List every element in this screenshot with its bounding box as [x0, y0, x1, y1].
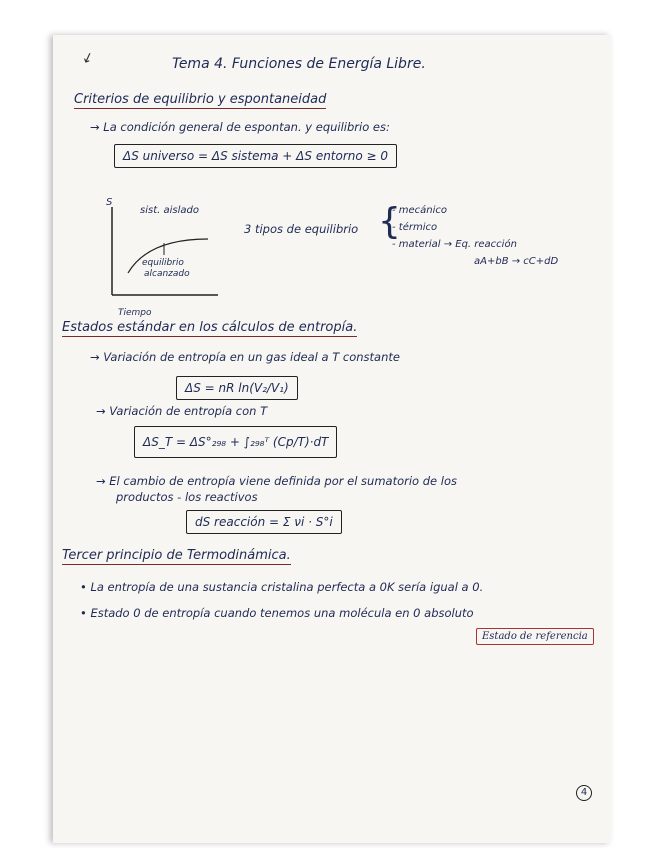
- section2-item3-line2: productos - los reactivos: [116, 490, 258, 504]
- formula-reaccion-box: dS reacción = Σ νi · S°i: [186, 510, 342, 534]
- bullet-estado-cero: • Estado 0 de entropía cuando tenemos una molécula en 0 absoluto: [80, 606, 474, 620]
- section2-item1: → Variación de entropía en un gas ideal a T constante: [90, 350, 400, 364]
- section2-item3-line1: → El cambio de entropía viene definida por el sumatorio de los: [96, 474, 458, 488]
- equilibrium-types-intro: 3 tipos de equilibrio: [244, 222, 359, 236]
- section-heading-estados: Estados estándar en los cálculos de entropía.: [62, 320, 358, 335]
- formula-universo-box: ΔS universo = ΔS sistema + ΔS entorno ≥ 0: [114, 144, 397, 168]
- page-number: 4: [576, 785, 592, 801]
- bullet-entropia-cristalina: • La entropía de una sustancia cristalina perfecta a 0K sería igual a 0.: [80, 580, 484, 594]
- section2-item2: → Variación de entropía con T: [96, 404, 268, 418]
- graph-x-label: Tiempo: [118, 308, 152, 318]
- graph-eq-label-2: alcanzado: [144, 269, 190, 279]
- type-termico: - térmico: [392, 222, 438, 233]
- section-heading-tercer-principio: Tercer principio de Termodinámica.: [62, 548, 291, 563]
- types-brace: {: [378, 201, 401, 242]
- reference-state-box: Estado de referencia: [476, 628, 594, 645]
- entropy-time-graph: [100, 195, 240, 325]
- formula-entropia-T-box: ΔS_T = ΔS°₂₉₈ + ∫₂₉₈ᵀ (Cp/T)·dT: [134, 426, 337, 458]
- corner-mark: ↙: [79, 48, 97, 68]
- graph-top-label: sist. aislado: [140, 205, 199, 216]
- graph-eq-label-1: equilibrio: [142, 258, 184, 268]
- graph-y-label: S: [106, 197, 113, 208]
- section-heading-criterios: Criterios de equilibrio y espontaneidad: [74, 92, 327, 107]
- type-mecanico: - mecánico: [392, 205, 448, 216]
- section1-intro: → La condición general de espontan. y equilibrio es:: [90, 120, 390, 134]
- type-material: - material → Eq. reacción: [392, 239, 517, 250]
- page-title: Tema 4. Funciones de Energía Libre.: [172, 56, 426, 72]
- reaction-equation: aA+bB → cC+dD: [474, 256, 559, 267]
- formula-gas-ideal-box: ΔS = nR ln(V₂/V₁): [176, 376, 298, 400]
